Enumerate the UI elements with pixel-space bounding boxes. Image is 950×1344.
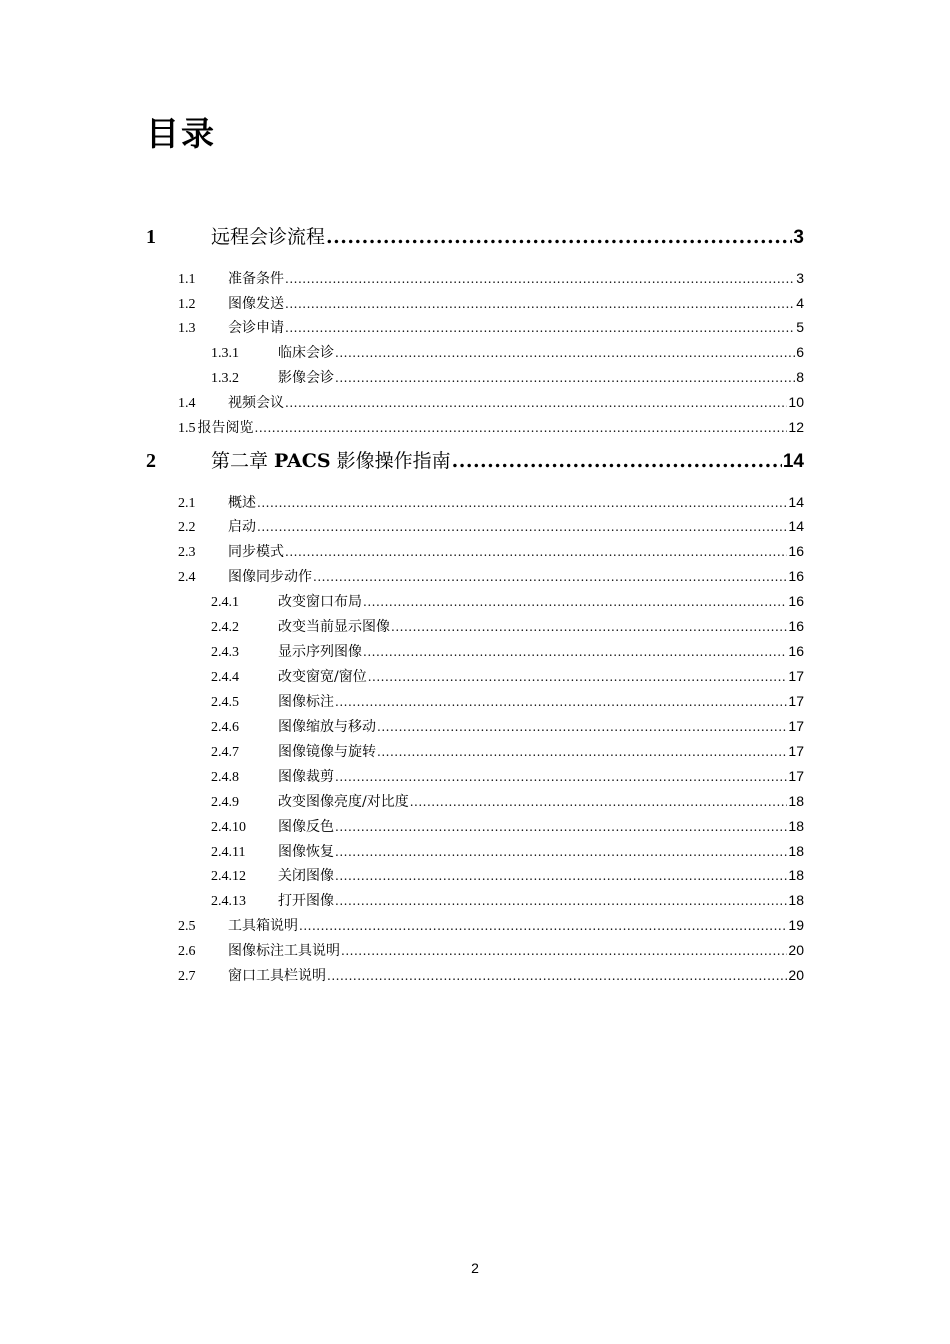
toc-entry-1-1[interactable] xyxy=(178,268,804,288)
toc-label: 关闭图像 xyxy=(278,868,334,884)
dot-leader xyxy=(363,645,787,659)
toc-entry-2-4-12[interactable] xyxy=(211,865,804,885)
dot-leader xyxy=(335,869,787,883)
toc-label: 图像恢复 xyxy=(278,844,334,860)
toc-number: 2.7 xyxy=(178,969,196,984)
toc-page: 18 xyxy=(788,818,804,834)
toc-page: 8 xyxy=(796,369,804,385)
toc-page: 14 xyxy=(788,494,804,510)
toc-page: 17 xyxy=(788,693,804,709)
dot-leader xyxy=(285,297,795,311)
toc-page: 3 xyxy=(796,270,804,286)
toc-page: 14 xyxy=(788,518,804,534)
toc-entry-1-4[interactable] xyxy=(178,392,804,412)
dot-leader xyxy=(313,570,787,584)
toc-label: 同步模式 xyxy=(228,544,284,560)
dot-leader xyxy=(257,496,787,510)
page-number: 2 xyxy=(471,1260,479,1276)
toc-number: 2.4.4 xyxy=(211,670,239,685)
dot-leader xyxy=(335,894,787,908)
toc-label: 图像缩放与移动 xyxy=(278,719,376,735)
toc-entry-2-4-7[interactable] xyxy=(211,741,804,761)
toc-number: 1.4 xyxy=(178,396,196,411)
toc-label: 视频会议 xyxy=(228,395,284,411)
toc-label: 准备条件 xyxy=(228,271,284,287)
toc-number: 2.4.9 xyxy=(211,795,239,810)
toc-number: 2.4.2 xyxy=(211,620,239,635)
toc-label: 会诊申请 xyxy=(228,320,284,336)
toc-label: 改变当前显示图像 xyxy=(278,619,390,635)
toc-number: 2.4.13 xyxy=(211,894,246,909)
dot-leader xyxy=(377,745,787,759)
toc-page: 18 xyxy=(788,843,804,859)
toc-number: 1.1 xyxy=(178,272,196,287)
dot-leader xyxy=(335,770,787,784)
toc-number: 2.4.1 xyxy=(211,595,239,610)
toc-entry-1-5[interactable] xyxy=(178,417,804,437)
toc-entry-2-4-10[interactable] xyxy=(211,816,804,836)
toc-number: 2.4.10 xyxy=(211,820,246,835)
dot-leader xyxy=(285,272,795,286)
toc-entry-2-4-2[interactable] xyxy=(211,616,804,636)
toc-label: 改变图像亮度/对比度 xyxy=(278,794,409,810)
toc-number: 2.2 xyxy=(178,520,196,535)
toc-number: 2.5 xyxy=(178,919,196,934)
toc-page: 16 xyxy=(788,593,804,609)
dot-leader xyxy=(335,346,795,360)
toc-number: 1.3 xyxy=(178,321,196,336)
toc-page: 3 xyxy=(793,227,804,248)
dot-leader xyxy=(410,795,788,809)
toc-number: 1.3.2 xyxy=(211,371,239,386)
dot-leader xyxy=(285,321,795,335)
toc-entry-2-6[interactable] xyxy=(178,940,804,960)
toc-label: 临床会诊 xyxy=(278,345,334,361)
dot-leader xyxy=(285,396,787,410)
toc-label: 图像反色 xyxy=(278,819,334,835)
dot-leader xyxy=(335,695,787,709)
toc-page: 18 xyxy=(788,793,804,809)
toc-entry-2-4-13[interactable] xyxy=(211,890,804,910)
toc-page: 17 xyxy=(788,743,804,759)
toc-entry-2-1[interactable] xyxy=(178,492,804,512)
toc-label-suffix: 影像操作指南 xyxy=(330,450,451,472)
dot-leader xyxy=(391,620,787,634)
toc-label: 启动 xyxy=(228,519,256,535)
toc-entry-2-4[interactable] xyxy=(178,566,804,586)
toc-number: 2.6 xyxy=(178,944,196,959)
toc-label: 工具箱说明 xyxy=(228,918,298,934)
toc-entry-2[interactable] xyxy=(146,446,804,474)
toc-label: 报告阅览 xyxy=(197,420,254,436)
toc-label: 图像镜像与旋转 xyxy=(278,744,376,760)
toc-entry-2-4-8[interactable] xyxy=(211,766,804,786)
dot-leader xyxy=(327,969,787,983)
toc-page: 16 xyxy=(788,568,804,584)
toc-label xyxy=(211,446,451,473)
toc-number: 1 xyxy=(146,226,156,248)
toc-number: 2.1 xyxy=(178,496,196,511)
toc-number: 2.4.7 xyxy=(211,745,239,760)
toc-entry-2-4-1[interactable] xyxy=(211,591,804,611)
toc-page: 20 xyxy=(788,967,804,983)
toc-label-acronym: PACS xyxy=(274,450,331,472)
dot-leader xyxy=(377,720,787,734)
toc-entry-2-5[interactable] xyxy=(178,915,804,935)
toc-number: 2.3 xyxy=(178,545,196,560)
toc-entry-1-2[interactable] xyxy=(178,293,804,313)
dot-leader xyxy=(368,670,788,684)
toc-page: 17 xyxy=(788,718,804,734)
toc-number: 2.4.8 xyxy=(211,770,239,785)
toc-page: 19 xyxy=(788,917,804,933)
toc-entry-2-4-9[interactable] xyxy=(211,791,804,811)
toc-label: 图像同步动作 xyxy=(228,569,312,585)
toc-number: 1.5 xyxy=(178,421,196,436)
toc-page: 16 xyxy=(788,543,804,559)
toc-number: 2.4.5 xyxy=(211,695,239,710)
page-title: 目录 xyxy=(146,114,216,153)
toc-number: 2.4.6 xyxy=(211,720,239,735)
dot-leader xyxy=(363,595,787,609)
toc-number: 2 xyxy=(146,450,156,472)
toc-label: 显示序列图像 xyxy=(278,644,362,660)
toc-entry-2-4-5[interactable] xyxy=(211,691,804,711)
toc-label: 改变窗宽/窗位 xyxy=(278,669,367,685)
toc-label: 远程会诊流程 xyxy=(211,226,326,248)
dot-leader xyxy=(257,520,787,534)
dot-leader xyxy=(335,845,787,859)
toc-label: 窗口工具栏说明 xyxy=(228,968,326,984)
toc-entry-2-4-11[interactable] xyxy=(211,841,804,861)
toc-entry-2-3[interactable] xyxy=(178,541,804,561)
dot-leader xyxy=(452,450,782,472)
toc-entry-1[interactable] xyxy=(146,222,804,250)
toc-label: 改变窗口布局 xyxy=(278,594,362,610)
toc-label: 图像发送 xyxy=(228,296,284,312)
toc-page: 14 xyxy=(782,451,804,472)
toc-label: 打开图像 xyxy=(278,893,334,909)
toc-page: 17 xyxy=(788,768,804,784)
toc-label: 图像标注工具说明 xyxy=(228,943,340,959)
toc-page: 6 xyxy=(796,344,804,360)
dot-leader xyxy=(326,226,792,248)
toc-page: 18 xyxy=(788,892,804,908)
toc-page: 5 xyxy=(796,319,804,335)
toc-page: 4 xyxy=(796,295,804,311)
toc-label: 图像裁剪 xyxy=(278,769,334,785)
toc-number: 2.4.12 xyxy=(211,869,246,884)
dot-leader xyxy=(285,545,787,559)
toc-label: 影像会诊 xyxy=(278,370,334,386)
toc-label-prefix: 第二章 xyxy=(211,450,275,472)
toc-page: 17 xyxy=(788,668,804,684)
dot-leader xyxy=(335,371,795,385)
toc-number: 2.4.11 xyxy=(211,845,246,860)
toc-entry-2-2[interactable] xyxy=(178,516,804,536)
dot-leader xyxy=(299,919,787,933)
dot-leader xyxy=(255,421,788,435)
toc-page: 18 xyxy=(788,867,804,883)
dot-leader xyxy=(341,944,787,958)
toc-number: 1.2 xyxy=(178,297,196,312)
toc-page: 16 xyxy=(788,643,804,659)
toc-entry-1-3[interactable] xyxy=(178,317,804,337)
toc-entry-1-3-1[interactable] xyxy=(211,342,804,362)
toc-entry-2-4-6[interactable] xyxy=(211,716,804,736)
toc-number: 1.3.1 xyxy=(211,346,239,361)
toc-entry-2-4-4[interactable] xyxy=(211,666,804,686)
toc-label: 概述 xyxy=(228,495,256,511)
toc-page: 20 xyxy=(788,942,804,958)
toc-label: 图像标注 xyxy=(278,694,334,710)
toc-entry-2-4-3[interactable] xyxy=(211,641,804,661)
toc-entry-2-7[interactable] xyxy=(178,965,804,985)
toc-page: 10 xyxy=(788,394,804,410)
toc-page: 16 xyxy=(788,618,804,634)
toc-number: 2.4.3 xyxy=(211,645,239,660)
toc-page: 12 xyxy=(788,419,804,435)
toc-entry-1-3-2[interactable] xyxy=(211,367,804,387)
dot-leader xyxy=(335,820,787,834)
toc-number: 2.4 xyxy=(178,570,196,585)
